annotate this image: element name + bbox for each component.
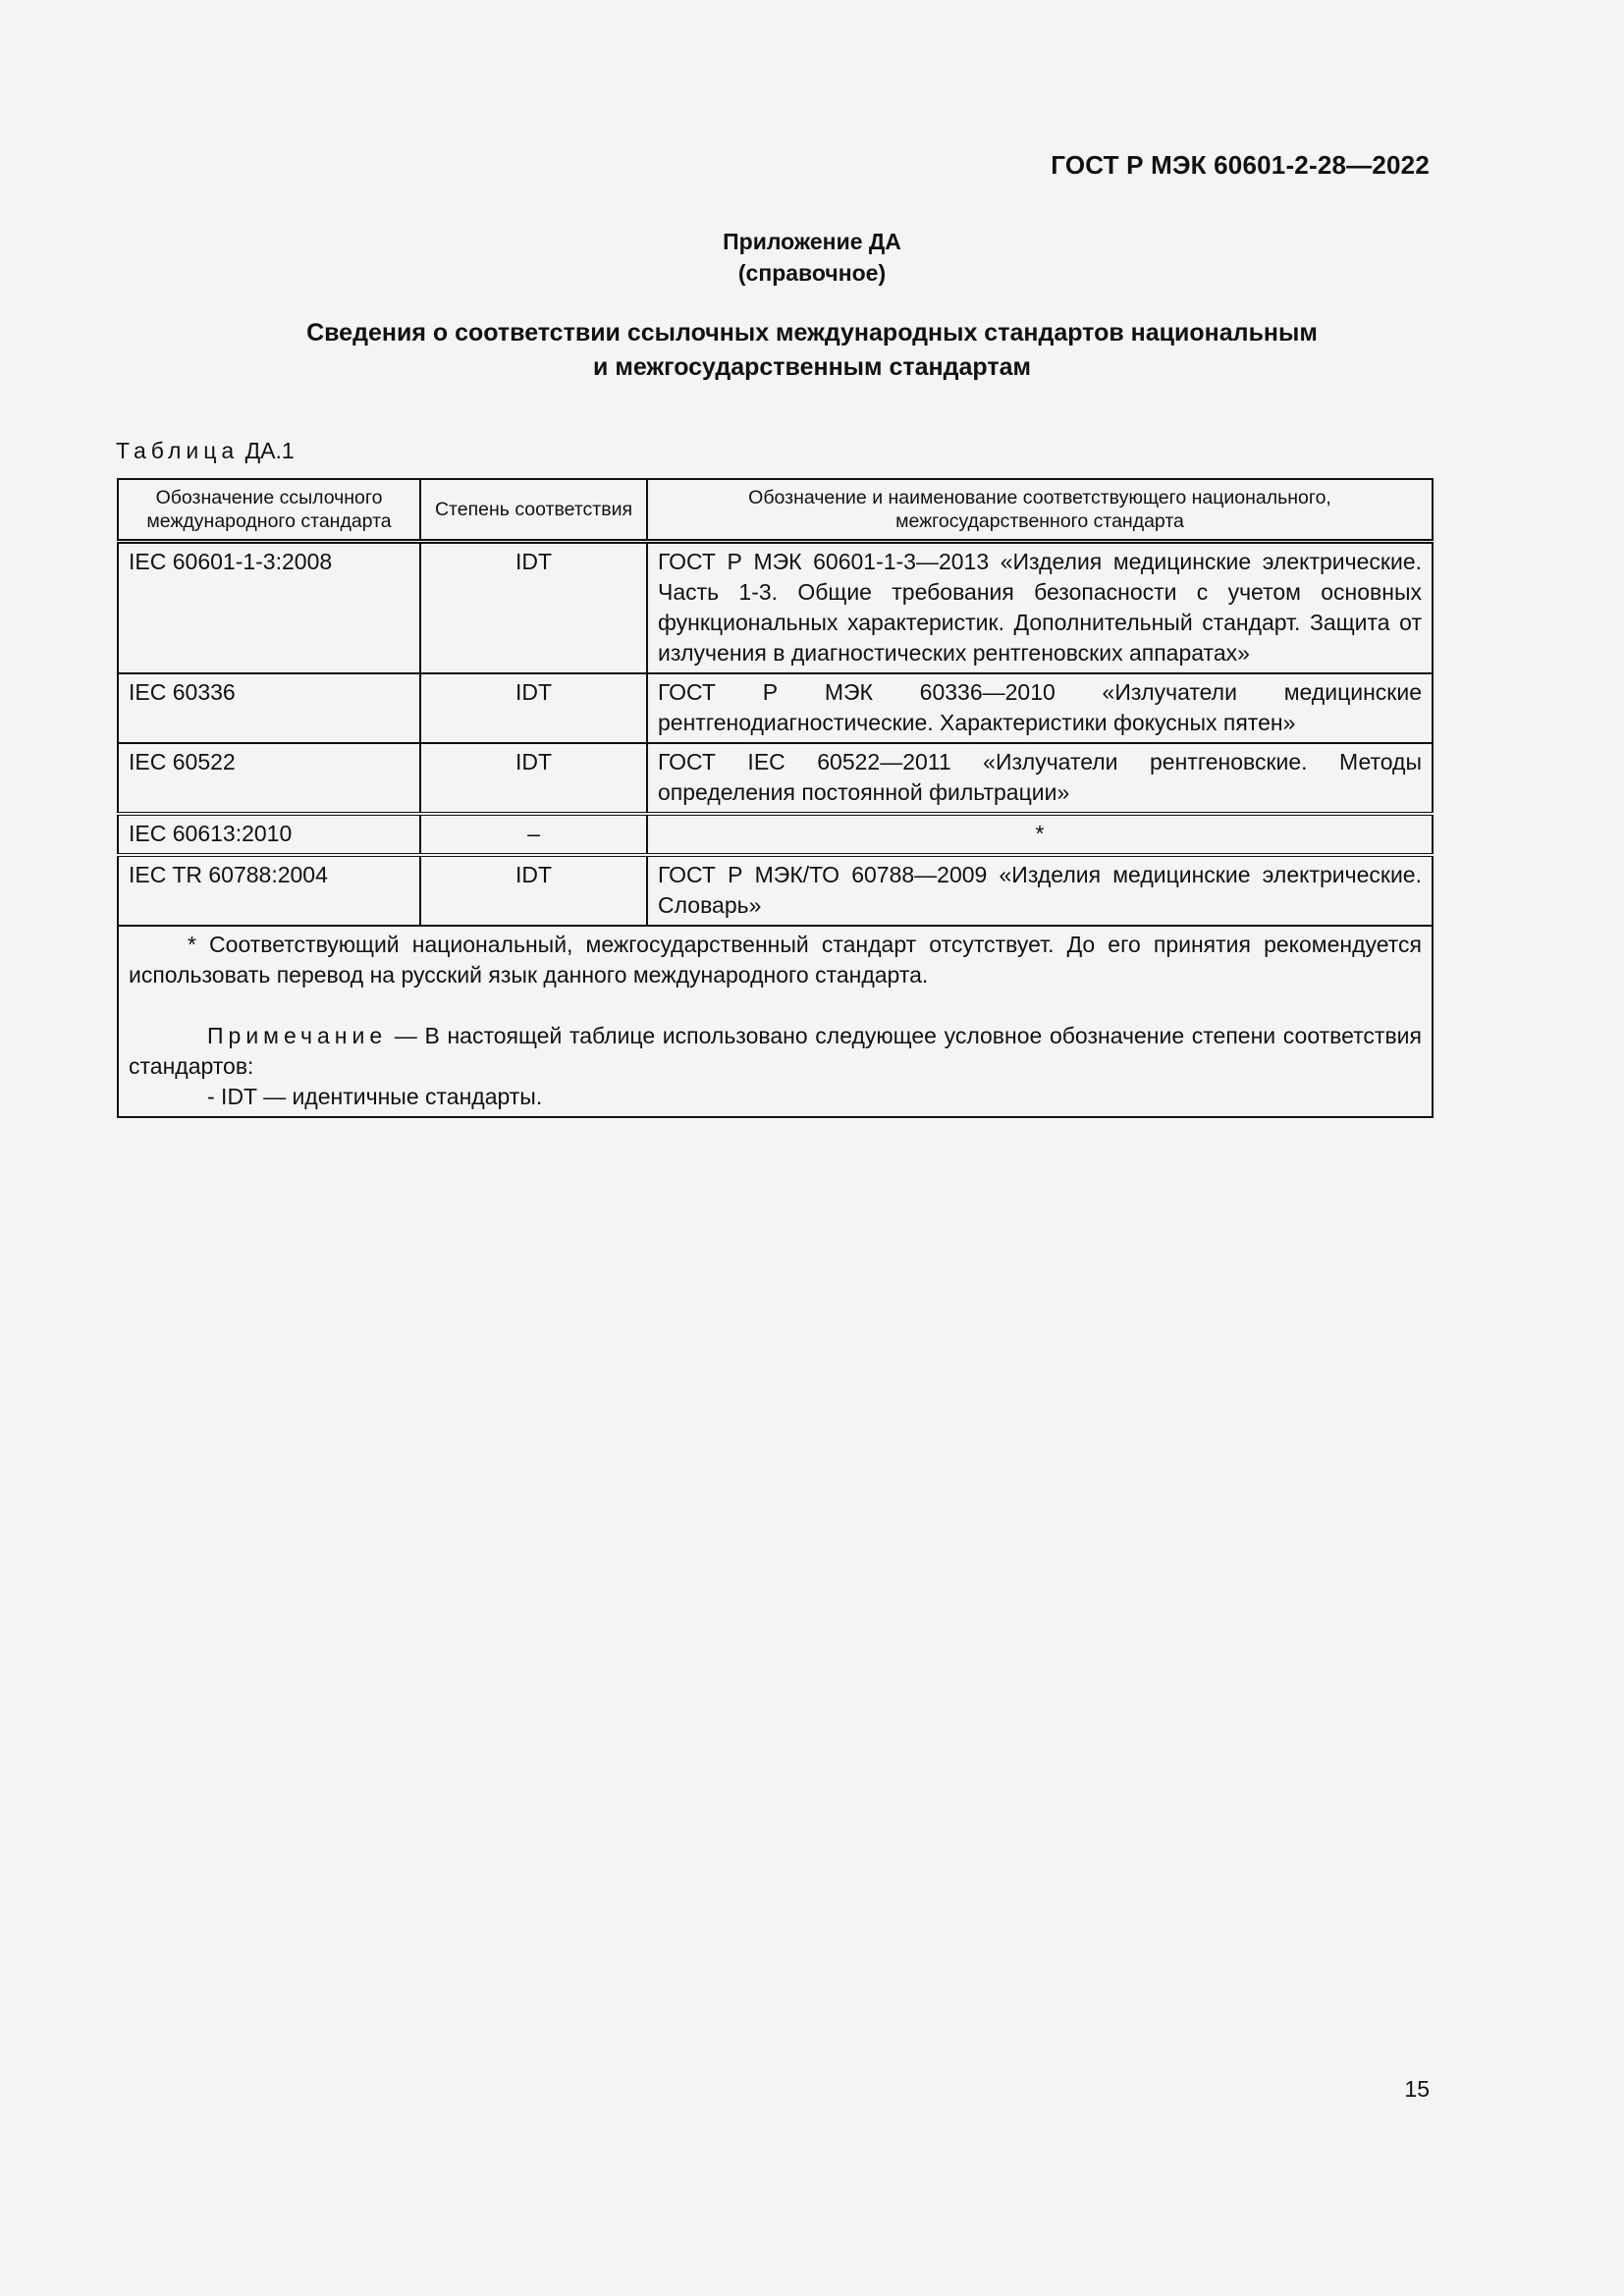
table-row	[118, 743, 1433, 814]
intl-standard-cell: IEC 60522	[118, 743, 420, 814]
table-row	[118, 542, 1433, 674]
intl-standard-cell: IEC 60336	[118, 673, 420, 743]
note-text: — В настоящей таблице использовано следующее условное обозначение степени соответствия стандартов:	[129, 1023, 1422, 1079]
national-standard-cell: ГОСТ Р МЭК 60336—2010 «Излучатели медицинские рентгенодиагностические. Характеристики фокусных пятен»	[647, 673, 1433, 743]
intl-standard-cell: IEC 60613:2010	[118, 814, 420, 855]
table-footnote-row	[118, 926, 1433, 1117]
appendix-heading	[0, 226, 1624, 289]
section-title	[0, 316, 1624, 385]
table-label	[116, 438, 295, 464]
table-row	[118, 855, 1433, 926]
column-header-national-standard: Обозначение и наименование соответствующего национального, межгосударственного стандарта	[647, 479, 1433, 542]
degree-cell: IDT	[420, 542, 647, 674]
standards-correspondence-table	[117, 478, 1434, 1118]
degree-cell: IDT	[420, 743, 647, 814]
national-standard-cell: ГОСТ Р МЭК 60601-1-3—2013 «Изделия медицинские электрические. Часть 1-3. Общие требования безопасности с учетом основных функциональных характеристик. Дополнительный стандарт. Защита от излучения в диагностических рентгеновских аппаратах»	[647, 542, 1433, 674]
note-paragraph	[129, 1021, 1422, 1082]
table-label-number: ДА.1	[239, 438, 295, 463]
section-title-line-1: Сведения о соответствии ссылочных международных стандартов национальным	[306, 319, 1318, 347]
intl-standard-cell: IEC TR 60788:2004	[118, 855, 420, 926]
note-label: Примечание	[207, 1023, 388, 1048]
note-item: - IDT — идентичные стандарты.	[207, 1084, 543, 1109]
column-header-intl-standard: Обозначение ссылочного международного стандарта	[118, 479, 420, 542]
page-number: 15	[1404, 2076, 1430, 2102]
table-header-row	[118, 479, 1433, 542]
degree-cell: IDT	[420, 673, 647, 743]
national-standard-cell: ГОСТ IEC 60522—2011 «Излучатели рентгеновские. Методы определения постоянной фильтрации»	[647, 743, 1433, 814]
table-row	[118, 673, 1433, 743]
degree-cell: IDT	[420, 855, 647, 926]
table-row	[118, 814, 1433, 855]
national-standard-cell: *	[647, 814, 1433, 855]
column-header-degree: Степень соответствия	[420, 479, 647, 542]
table-label-word: Таблица	[116, 438, 240, 463]
section-title-line-2: и межгосударственным стандартам	[593, 353, 1031, 381]
appendix-title: Приложение ДА	[723, 229, 901, 254]
table-footnote-cell	[118, 926, 1433, 1117]
document-code: ГОСТ Р МЭК 60601-2-28—2022	[1051, 150, 1430, 180]
intl-standard-cell: IEC 60601-1-3:2008	[118, 542, 420, 674]
degree-cell: –	[420, 814, 647, 855]
footnote-text: * Соответствующий национальный, межгосударственный стандарт отсутствует. До его принятия рекомендуется использовать перевод на русский язык данного международного стандарта.	[129, 932, 1422, 988]
national-standard-cell: ГОСТ Р МЭК/ТО 60788—2009 «Изделия медицинские электрические. Словарь»	[647, 855, 1433, 926]
appendix-subtitle: (справочное)	[737, 260, 887, 286]
